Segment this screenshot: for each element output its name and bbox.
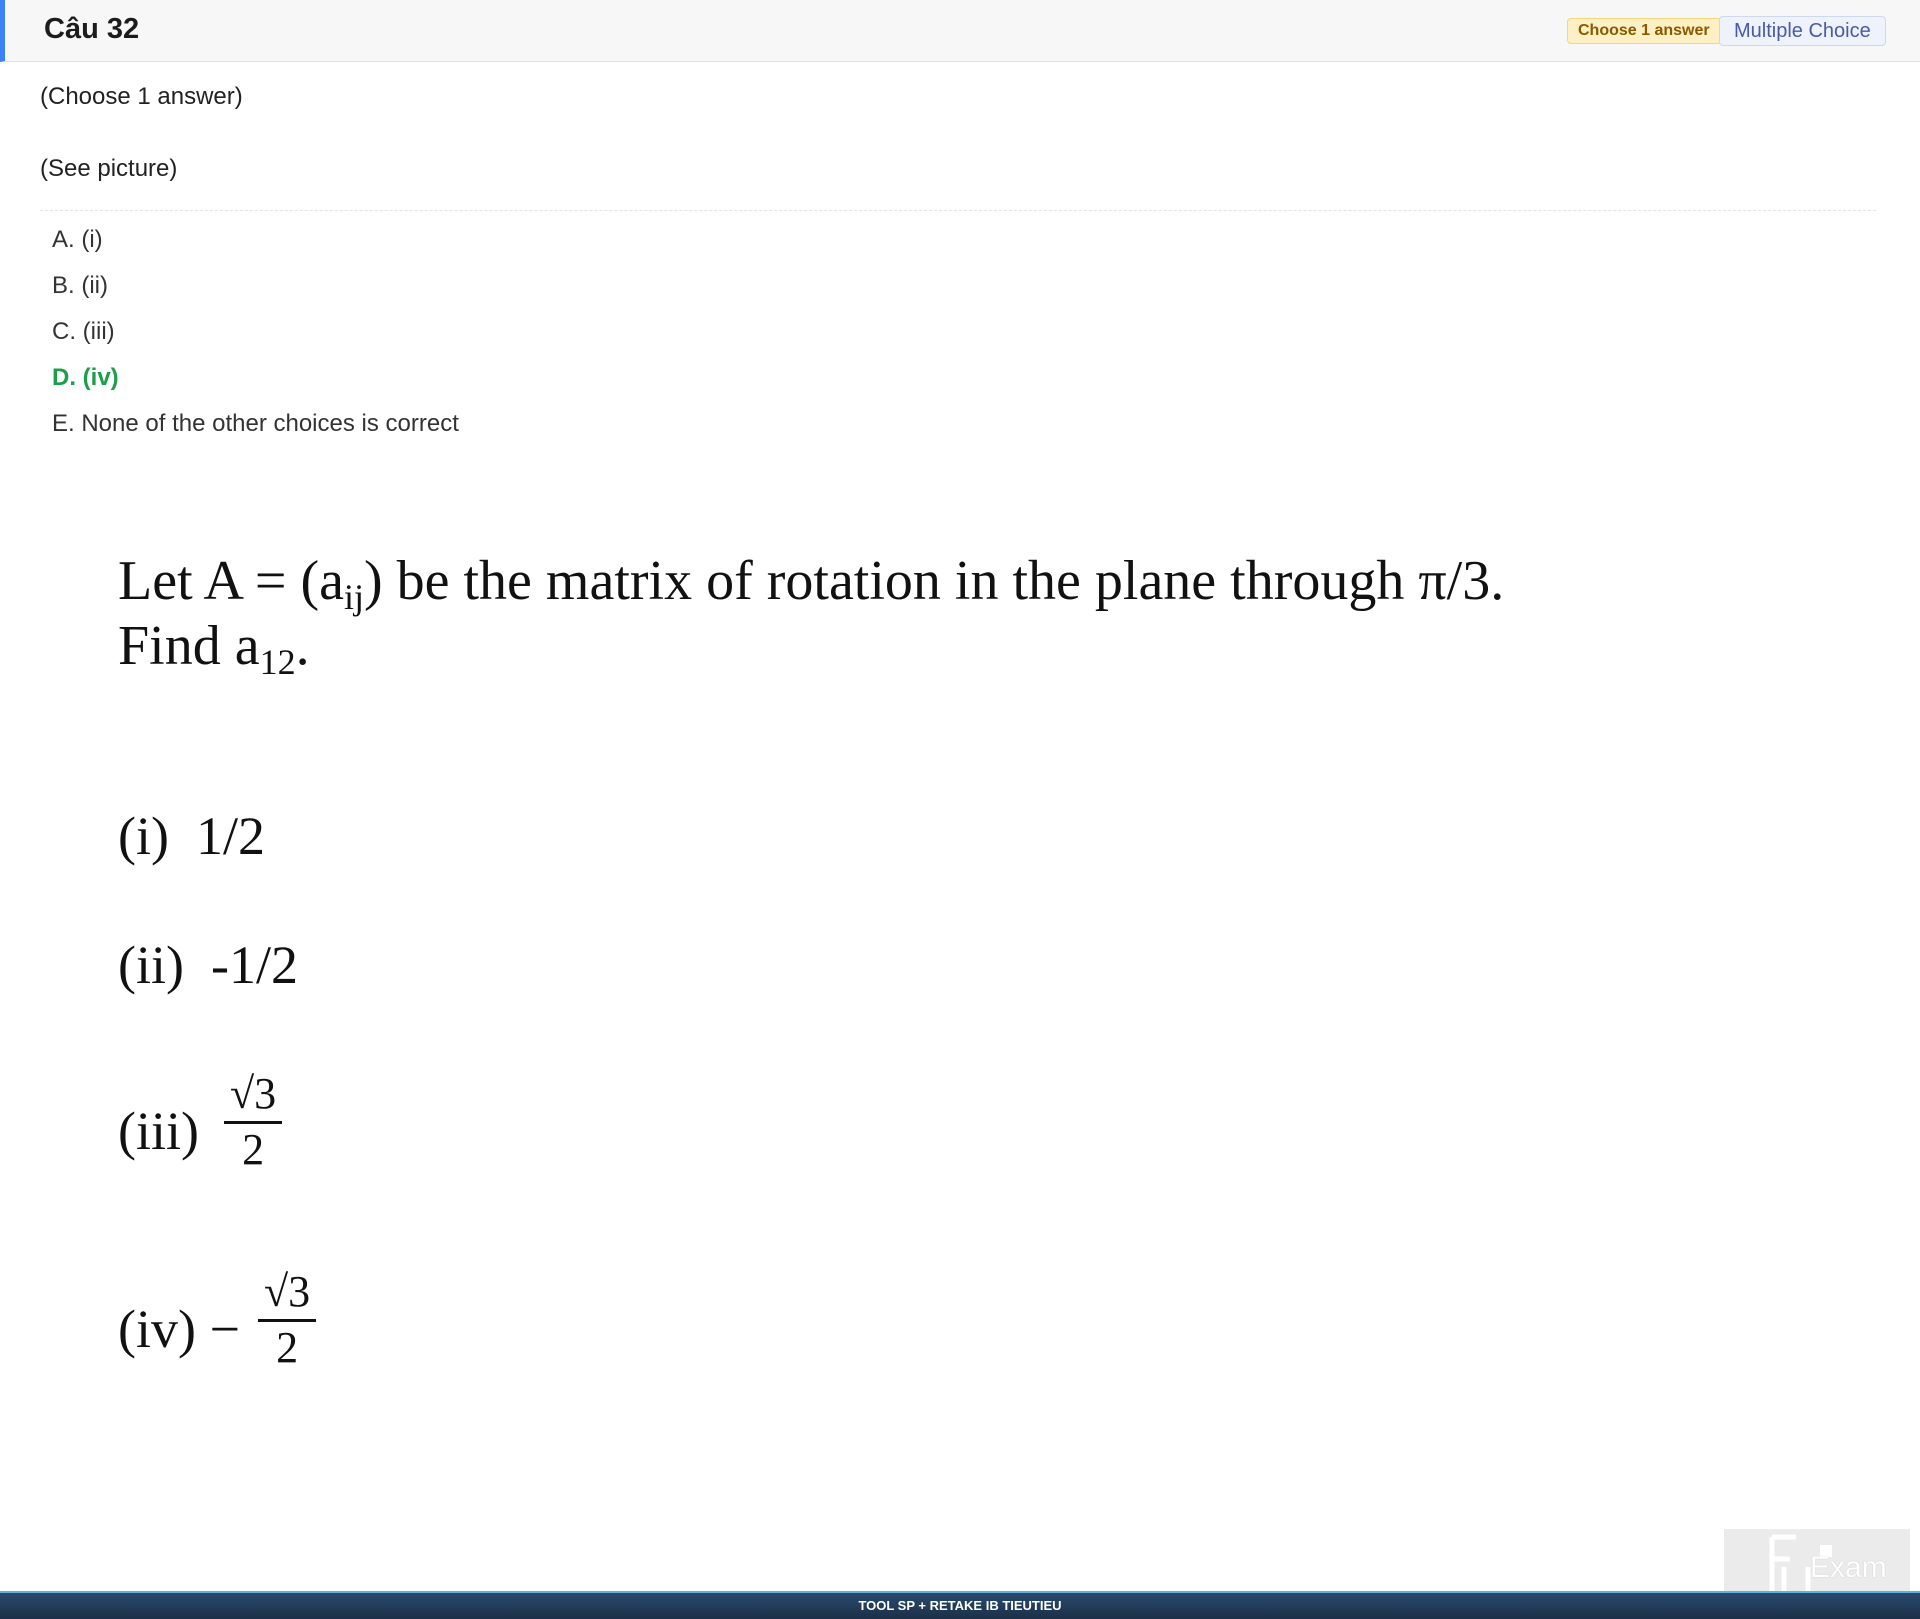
picture-problem-line-1 [118,549,1504,618]
picture-option-label: (iii) [118,1101,199,1161]
question-instruction: (Choose 1 answer) [40,83,243,110]
picture-option-iv [118,1298,240,1360]
picture-option-iii [118,1100,199,1162]
fraction-denominator: 2 [242,1125,265,1174]
option-c[interactable]: C. (iii) [52,318,115,345]
question-picture [100,520,1600,1420]
picture-option-value: -1/2 [210,935,298,995]
picture-text: Let A = (a [118,550,344,612]
footer-text: TOOL SP + RETAKE IB TIEUTIEU [858,1598,1062,1613]
option-a[interactable]: A. (i) [52,226,103,253]
fraction-numerator: √3 [224,1068,282,1124]
question-body: (See picture) [40,155,178,182]
question-type-badge: Multiple Choice [1719,16,1886,46]
picture-text: Find a [118,615,260,677]
option-b[interactable]: B. (ii) [52,272,108,299]
picture-option-ii [118,934,298,996]
minus-sign: − [209,1299,240,1359]
picture-option-label: (ii) [118,935,184,995]
watermark-text: Exam [1810,1551,1887,1584]
option-e[interactable]: E. None of the other choices is correct [52,410,459,437]
picture-option-label: (i) [118,806,169,866]
choose-count-badge: Choose 1 answer [1567,18,1721,44]
picture-problem-line-2 [118,614,310,683]
option-d[interactable]: D. (iv) [52,364,119,391]
question-header [0,0,1920,62]
picture-option-value: 1/2 [195,806,265,866]
question-title: Câu 32 [44,13,140,45]
fraction-iv [258,1266,316,1373]
fraction-numerator: √3 [258,1266,316,1322]
picture-text: . [295,615,310,677]
fraction-denominator: 2 [276,1323,299,1372]
footer-bar [0,1591,1920,1619]
divider [40,210,1876,211]
picture-subscript: ij [343,577,364,617]
fraction-iii [224,1068,282,1175]
picture-option-label: (iv) [118,1299,196,1359]
picture-text: ) be the matrix of rotation in the plane through π/3. [363,550,1505,612]
picture-subscript: 12 [259,642,296,682]
picture-option-i [118,805,265,867]
